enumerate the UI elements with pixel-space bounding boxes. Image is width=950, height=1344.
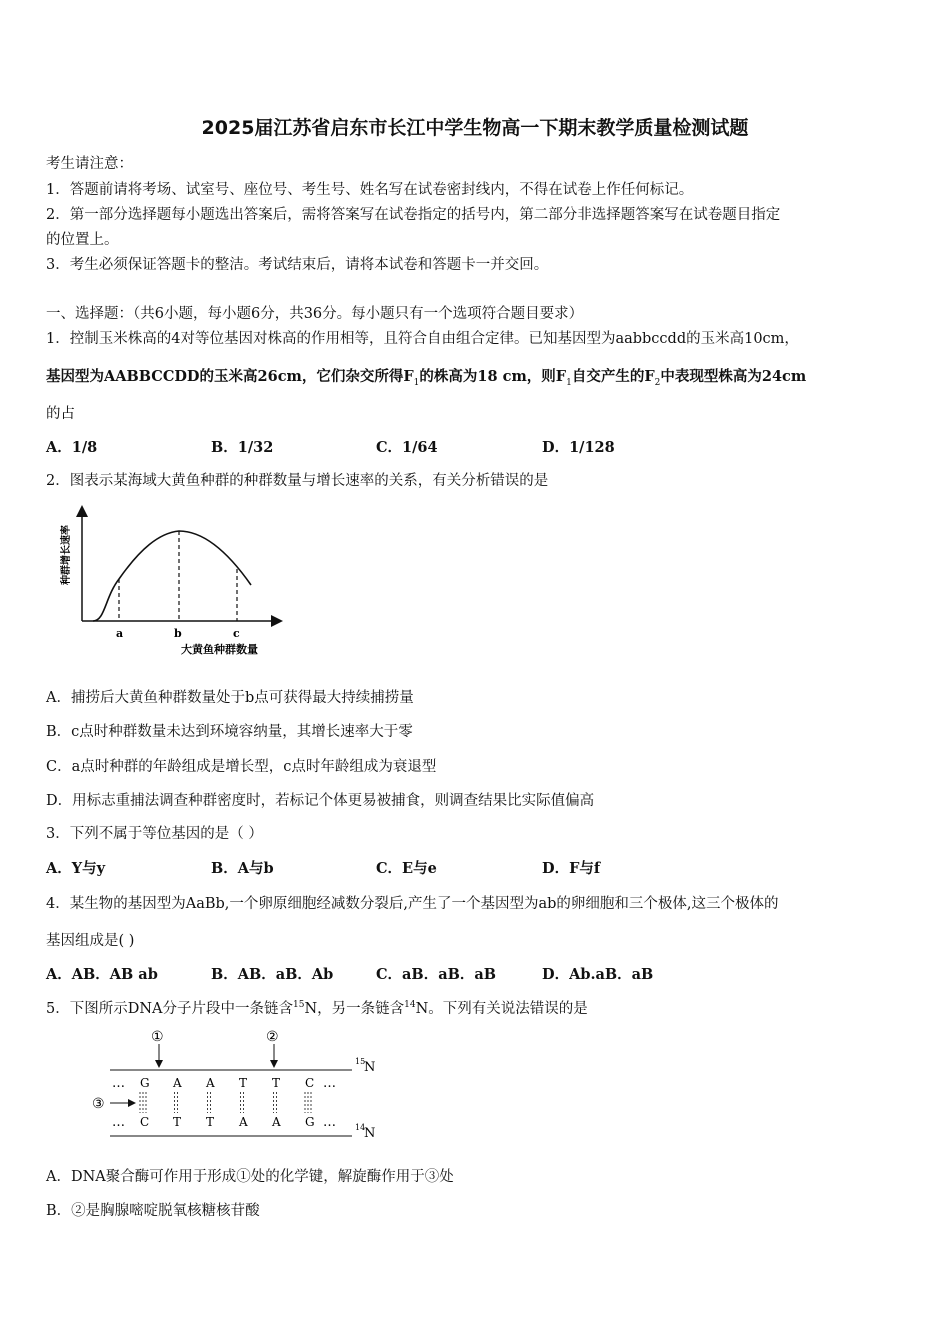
- q1-stem-line2: [46, 365, 806, 388]
- point-c-label: c: [233, 627, 240, 640]
- notice-item: 1．答题前请将考场、试室号、座位号、考生号、姓名写在试卷密封线内，不得在试卷上作任何标记。: [46, 182, 694, 198]
- ellipsis: …: [112, 1076, 125, 1091]
- top-strand-label: N: [364, 1060, 376, 1075]
- growth-rate-curve: [93, 531, 251, 621]
- notice-item: 的位置上。: [46, 232, 119, 248]
- q3-stem: 3．下列不属于等位基因的是（ ）: [46, 826, 263, 842]
- ellipsis: …: [323, 1076, 336, 1091]
- page-title: 2025届江苏省启东市长江中学生物高一下期末教学质量检测试题: [201, 117, 749, 139]
- top-strand-label-sup: 15: [355, 1057, 366, 1066]
- bottom-strand-base: T: [206, 1115, 215, 1129]
- dna-diagram: [90, 1024, 390, 1144]
- q1-option-d: D．1/128: [542, 439, 615, 456]
- section-heading: 一、选择题：（共6小题，每小题6分，共36分。每小题只有一个选项符合题目要求）: [46, 306, 584, 322]
- q3-option-c: C．E与e: [376, 860, 437, 877]
- ellipsis: …: [323, 1115, 336, 1130]
- q4-option-a: A．AB．AB ab: [46, 966, 158, 983]
- marker-3: ③: [92, 1096, 105, 1112]
- top-strand-base: T: [239, 1076, 248, 1090]
- q4-option-d: D．Ab.aB．aB: [542, 966, 654, 983]
- q1-option-a: A．1/8: [46, 439, 98, 456]
- q1-text: 中表现型株高为24cm: [660, 368, 807, 385]
- y-axis-label: 种群增长速率: [61, 525, 72, 585]
- bottom-strand-base: T: [173, 1115, 182, 1129]
- q4-stem-line1: 4．某生物的基因型为AaBb,一个卵原细胞经减数分裂后,产生了一个基因型为ab的卵细胞和三个极体,这三个极体的: [46, 896, 779, 912]
- bottom-strand-base: A: [272, 1115, 281, 1129]
- q5-sup: 14: [404, 1000, 416, 1011]
- population-growth-graph: [55, 505, 295, 660]
- bottom-strand-base: G: [305, 1115, 315, 1129]
- q1-text: 的株高为18 cm，则F: [419, 368, 567, 385]
- q2-stem: 2．图表示某海域大黄鱼种群的种群数量与增长速率的关系，有关分析错误的是: [46, 473, 549, 489]
- q5-option-b: B．②是胸腺嘧啶脱氧核糖核苷酸: [46, 1203, 260, 1219]
- q2-option-c: C．a点时种群的年龄组成是增长型，c点时年龄组成为衰退型: [46, 759, 437, 775]
- notice-item: 3．考生必须保证答题卡的整洁。考试结束后，请将本试卷和答题卡一并交回。: [46, 257, 549, 273]
- q4-option-c: C．aB．aB．aB: [376, 966, 496, 983]
- top-strand-base: T: [272, 1076, 281, 1090]
- bottom-strand-base: A: [239, 1115, 248, 1129]
- q5-option-a: A．DNA聚合酶可作用于形成①处的化学键，解旋酶作用于③处: [46, 1169, 454, 1185]
- q1-stem-line3: 的占: [46, 406, 75, 422]
- bottom-strand-base: C: [140, 1115, 150, 1129]
- q1-sub: 1: [413, 377, 420, 388]
- q1-sub: 2: [654, 377, 661, 388]
- q4-option-b: B．AB．aB．Ab: [211, 966, 334, 983]
- top-strand-base: A: [206, 1076, 215, 1090]
- notice-item: 2．第一部分选择题每小题选出答案后，需将答案写在试卷指定的括号内，第二部分非选择题答案写在试卷题目指定: [46, 207, 781, 223]
- q5-stem: [46, 997, 588, 1018]
- q5-text: 5．下图所示DNA分子片段中一条链含: [46, 1001, 294, 1017]
- q1-text: 自交产生的F: [571, 368, 655, 385]
- q1-sub: 1: [566, 377, 572, 388]
- bottom-strand-label-sup: 14: [355, 1123, 366, 1132]
- q2-option-a: A．捕捞后大黄鱼种群数量处于b点可获得最大持续捕捞量: [46, 690, 414, 706]
- notice-heading: 考生请注意：: [46, 156, 133, 172]
- point-b-label: b: [174, 627, 182, 640]
- q1-text: 基因型为AABBCCDD的玉米高26cm，它们杂交所得F: [46, 368, 414, 385]
- q1-option-c: C．1/64: [376, 439, 438, 456]
- q4-stem-line2: 基因组成是( ): [46, 933, 135, 949]
- q2-option-b: B．c点时种群数量未达到环境容纳量，其增长速率大于零: [46, 724, 413, 740]
- x-axis-label: 大黄鱼种群数量: [181, 643, 258, 656]
- q1-stem-line1: 1．控制玉米株高的4对等位基因对株高的作用相等，且符合自由组合定律。已知基因型为aabbccdd的玉米高10cm，: [46, 331, 799, 347]
- q5-sup: 15: [293, 1000, 305, 1011]
- q5-text: N，另一条链含: [304, 1001, 405, 1017]
- top-strand-base: C: [305, 1076, 315, 1090]
- ellipsis: …: [112, 1115, 125, 1130]
- marker-1: ①: [151, 1029, 164, 1045]
- q2-option-d: D．用标志重捕法调查种群密度时，若标记个体更易被捕食，则调查结果比实际值偏高: [46, 793, 595, 809]
- q3-option-d: D．F与f: [542, 860, 601, 877]
- q3-option-a: A．Y与y: [46, 860, 106, 877]
- q5-text: N。下列有关说法错误的是: [415, 1001, 588, 1017]
- top-strand-base: A: [173, 1076, 182, 1090]
- point-a-label: a: [116, 627, 124, 640]
- top-strand-base: G: [140, 1076, 150, 1090]
- q1-option-b: B．1/32: [211, 439, 274, 456]
- q3-option-b: B．A与b: [211, 860, 274, 877]
- bottom-strand-label: N: [364, 1126, 376, 1141]
- marker-2: ②: [266, 1029, 279, 1045]
